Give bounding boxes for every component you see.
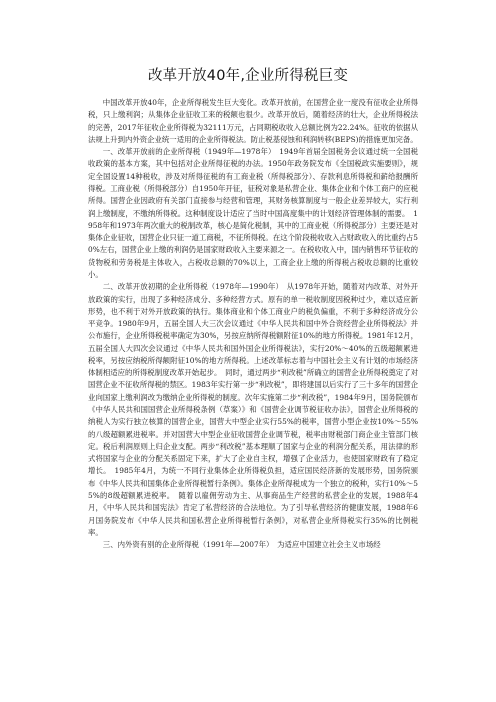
paragraph-section-2: 二、改革开放初期的企业所得税（1978年—1990年） 从1978年开始，随着对内改革、对外开放政策的实行，出现了多种经济成分、多种经营方式。原有的单一税收制度因税种过少，难以适应新形势，也不利于对外开放政策的执行。集体商业和个体工商业户的税负偏重，不利于多种经济成分公平竞争。1980年9月，五届全国人大三次会议通过《中华人民共和国中外合资经营企业所得税法》并公布施行，企业所得税税率确定为30%，另按应纳所得税额附征10%的地方所得税。1981年12月，五届全国人大四次会议通过《中华人民共和国外国企业所得税法》，实行20%～40%的五级超额累进税率，另按应纳税所得额附征10%的地方所得税。上述改革标志着与中国社会主义有计划的市场经济体制相适应的所得税制度改革开始起步。 同时，通过两步“利改税”所确立的国营企业所得税奠定了对国营企业不征收所得税的禁区。1983年实行第一步“利改税”，即将建国以后实行了三十多年的国营企业向国家上缴利润改为缴纳企业所得税的制度。次年实施第二步“利改税”，1984年9月，国务院颁布《中华人民共和国国营企业所得税条例（草案）》和《国营企业调节税征收办法》，国营企业所得税的纳税人为实行独立核算的国营企业，国营大中型企业实行55%的税率，国营小型企业按10%～55%的八级超额累进税率。并对国营大中型企业征收国营企业调节税，税率由财税部门商企业主管部门核定。税后利润原则上归企业支配。两步“利改税”基本理顺了国家与企业的利润分配关系，用法律的形式将国家与企业的分配关系固定下来，扩大了企业自主权，增强了企业活力，也使国家财政有了稳定增长。 1985年4月，为统一不同行业集体企业所得税负担，适应国民经济新的发展形势，国务院颁布《中华人民共和国集体企业所得税暂行条例》。集体企业所得税成为一个独立的税种，实行10%～55%的8级超额累进税率。 随着以雇佣劳动为主、从事商品生产经营的私营企业的发展，1988年4月，《中华人民共和国宪法》肯定了私营经济的合法地位。为了引导私营经济的健康发展，1988年6月国务院发布《中华人民共和国私营企业所得税暂行条例》，对私营企业所得税实行35%的比例税率。 xyxy=(88,282,418,537)
document-title: 改革开放40年,企业所得税巨变 xyxy=(147,68,349,84)
paragraph-section-1: 一、改革开放前的企业所得税（1949年—1978年） 1949年首届全国税务会议通过统一全国税收政策的基本方案，其中包括对企业所得征税的办法。1950年政务院发布《全国税政实施要则》，规定全国设置14种税收，涉及对所得征税的有工商业税（所得税部分）、存款利息所得税和薪给报酬所得税。工商业税（所得税部分）自1950年开征，征税对象是私营企业、集体企业和个体工商户的应税所得。国营企业因政府有关部门直接参与经营和管理，其财务核算制度与一般企业差异较大，实行利润上缴制度，不缴纳所得税。这种制度设计适应了当时中国高度集中的计划经济管理体制的需要。 1958年和1973年两次重大的税制改革，核心是简化税制，其中的工商业税（所得税部分）主要还是对集体企业征收，国营企业只征一道工商税，不征所得税。在这个阶段税收收入占财政收入的比重约占50%左右，国营企业上缴的利润仍是国家财政收入主要来源之一。在税收收入中，国内销售环节征收的货物税和劳务税是主体收入，占税收总额的70%以上，工商企业上缴的所得税占税收总额的比重较小。 xyxy=(88,147,418,279)
document-body xyxy=(88,97,418,551)
paragraph-section-3: 三、内外资有别的企业所得税（1991年—2007年） 为适应中国建立社会主义市场经 xyxy=(102,540,381,550)
paragraph-intro: 中国改革开放40年，企业所得税发生巨大变化。改革开放前，在国营企业一度没有征收企业所得税，只上缴利润；从集体企业征收工来的税额也很少。改革开放后，随着经济的壮大，企业所得税法的完善，2017年征收企业所得税为32111万元，占同期税收收入总额比例为22.24%。征收的依据从法规上升到内外资企业统一适用的企业所得税法。防止税基侵蚀和利润转移(BEPS)的措施更加完备。 xyxy=(88,98,418,144)
